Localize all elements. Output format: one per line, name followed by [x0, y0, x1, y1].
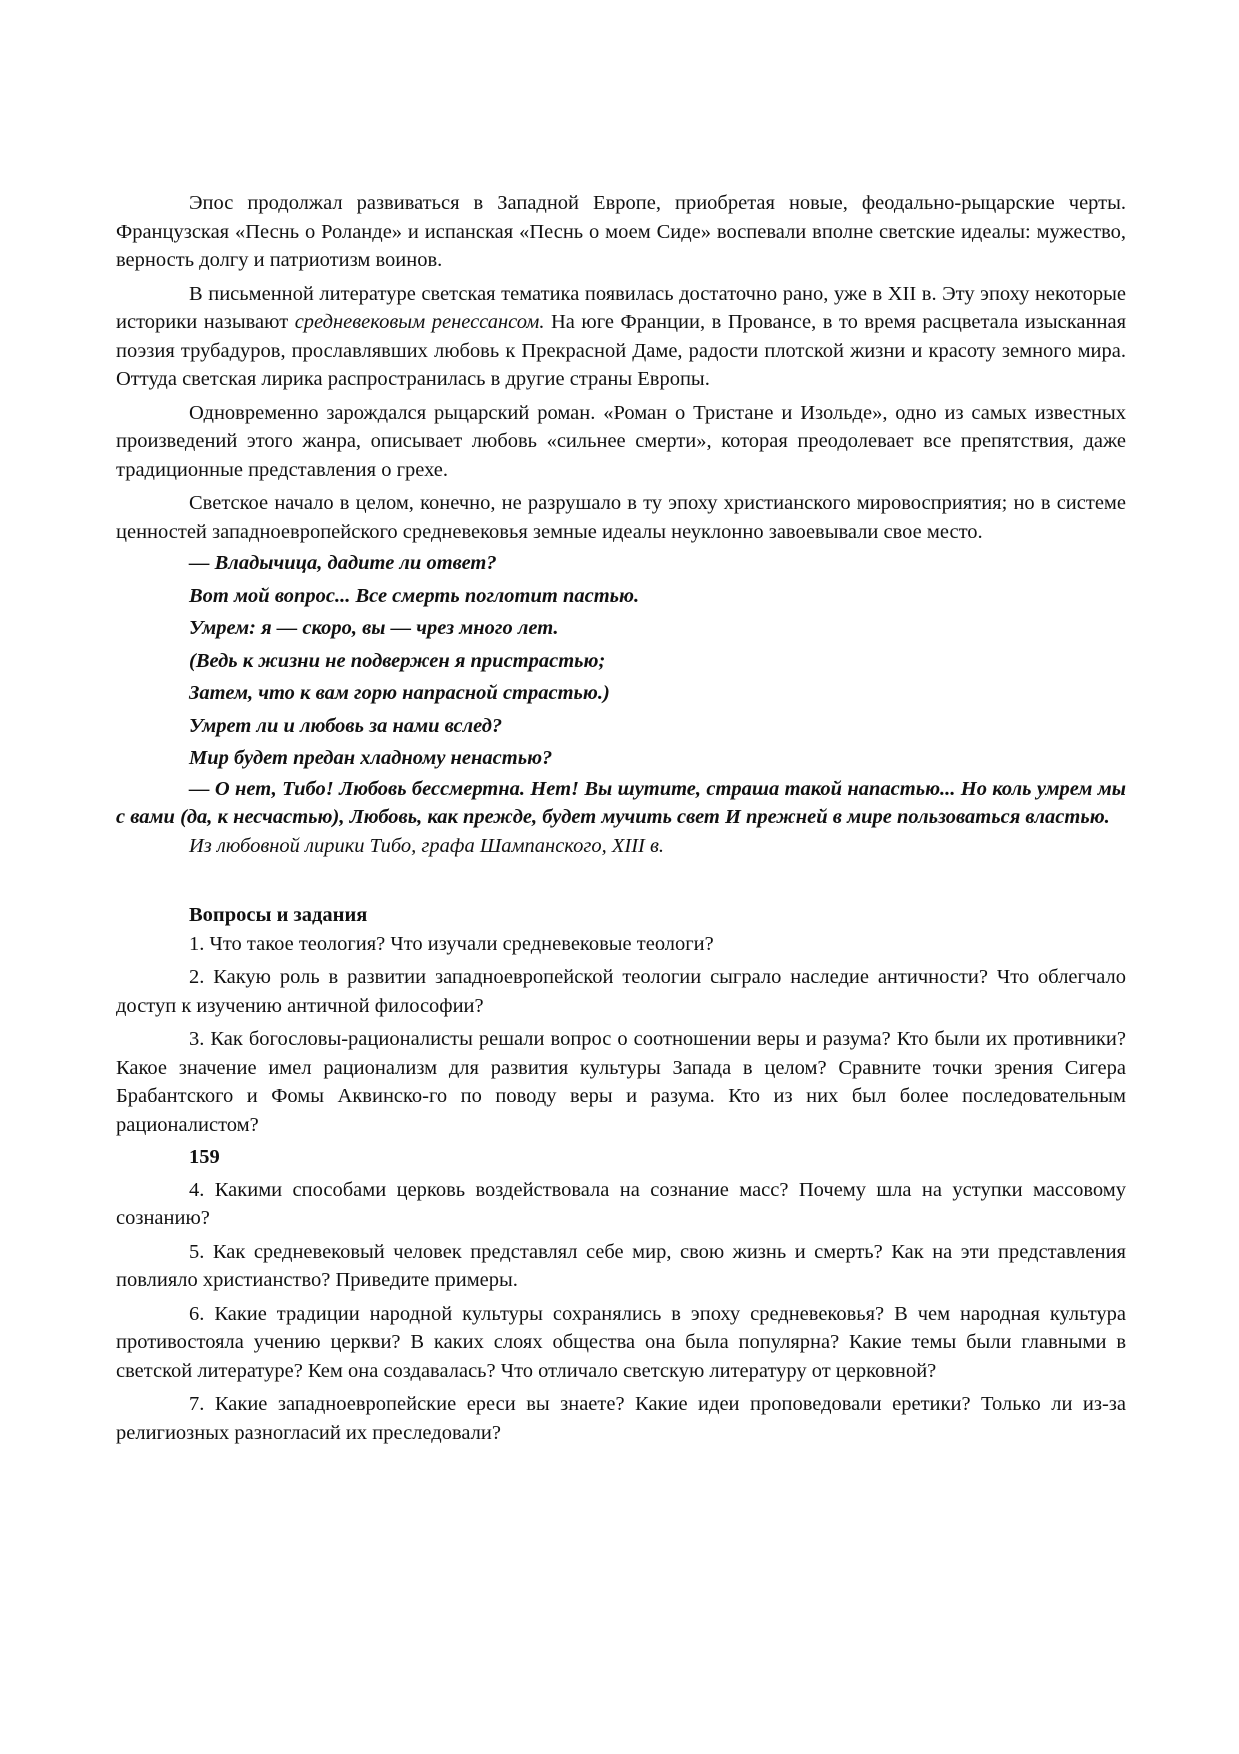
poem-line: Умрет ли и любовь за нами вслед?	[189, 714, 503, 737]
page-number: 159	[189, 1146, 220, 1168]
poem-line: Затем, что к вам горю напрасной страстью.)	[189, 682, 610, 704]
paragraph-epos: Эпос продолжал развиваться в Западной Европе, приобретая новые, феодально-рыцарские черты. Французская «Песнь о Роланде» и испанская «Песнь о моем Сиде» воспевали вполне светские идеалы: мужество, верность долгу и патриотизм воинов.	[116, 192, 1126, 271]
question-item: 3. Как богословы-рационалисты решали вопрос о соотношении веры и разума? Кто были их противники? Какое значение имел рационализм для развития культуры Запада в целом? Сравните точки зрения Сигера Брабантского и Фомы Аквинско-го по поводу веры и разума. Кто из них был более последовательным рационалистом?	[116, 1028, 1126, 1136]
poem-line: — Владычица, дадите ли ответ?	[189, 552, 497, 574]
question-item: 6. Какие традиции народной культуры сохранялись в эпоху средневековья? В чем народная культура противостояла учению церкви? В каких слоях общества она была популярна? Какие темы были главными в светской литературе? Кем она создавалась? Что отличало светскую литературу от церковной?	[116, 1302, 1126, 1382]
section-heading: Вопросы и задания	[189, 904, 368, 926]
paragraph-secular-literature	[116, 280, 1126, 394]
poem-line: Вот мой вопрос... Все смерть поглотит пастью.	[189, 584, 640, 607]
question-item: 4. Какими способами церковь воздействовала на сознание масс? Почему шла на уступки массовому сознанию?	[116, 1178, 1126, 1229]
poem-answer: — О нет, Тибо! Любовь бессмертна. Нет! Вы шутите, страша такой напастью... Но коль умрем мы с вами (да, к несчастью), Любовь, как прежде, будет мучить свет И прежней в мире пользоваться властью.	[116, 777, 1126, 828]
poem-source: Из любовной лирики Тибо, графа Шампанского, XIII в.	[189, 834, 665, 857]
paragraph-knight-romance: Одновременно зарождался рыцарский роман. «Роман о Тристане и Изольде», одно из самых известных произведений этого жанра, описывает любовь «сильнее смерти», которая преодолевает все препятствия, даже традиционные представления о грехе.	[116, 401, 1126, 481]
question-item: 5. Как средневековый человек представлял себе мир, свою жизнь и смерть? Как на эти представления повлияло христианство? Приведите примеры.	[116, 1240, 1126, 1291]
emphasis-term: средневековым ренессансом.	[294, 311, 545, 333]
paragraph-secular-origin: Светское начало в целом, конечно, не разрушало в ту эпоху христианского мировосприятия; но в системе ценностей западноевропейского средневековья земные идеалы неуклонно завоевывали свое место.	[116, 492, 1126, 543]
question-item: 1. Что такое теология? Что изучали средневековые теологи?	[189, 932, 714, 955]
poem-block	[116, 547, 1126, 860]
paragraph-text: В письменной литературе светская тематика появилась достаточно рано, уже в XII в. Эту эпоху некоторые историки называют	[116, 282, 1126, 333]
page-content	[116, 189, 1126, 1447]
paragraph-text: На юге Франции, в Провансе, в то время расцветала изысканная поэзия трубадуров, прославлявших любовь к Прекрасной Даме, радости плотской жизни и красоту земного мира. Оттуда светская лирика распространилась в другие страны Европы.	[116, 311, 1126, 390]
question-item: 2. Какую роль в развитии западноевропейской теологии сыграло наследие античности? Что облегчало доступ к изучению античной философии?	[116, 966, 1126, 1017]
poem-line: Мир будет предан хладному ненастью?	[189, 747, 553, 769]
poem-line: Умрем: я — скоро, вы — чрез много лет.	[189, 617, 559, 639]
question-item: 7. Какие западноевропейские ереси вы знаете? Какие идеи проповедовали еретики? Только ли из-за религиозных разногласий их преследовали?	[116, 1393, 1126, 1444]
poem-line: (Ведь к жизни не подвержен я пристрастью;	[189, 649, 606, 672]
